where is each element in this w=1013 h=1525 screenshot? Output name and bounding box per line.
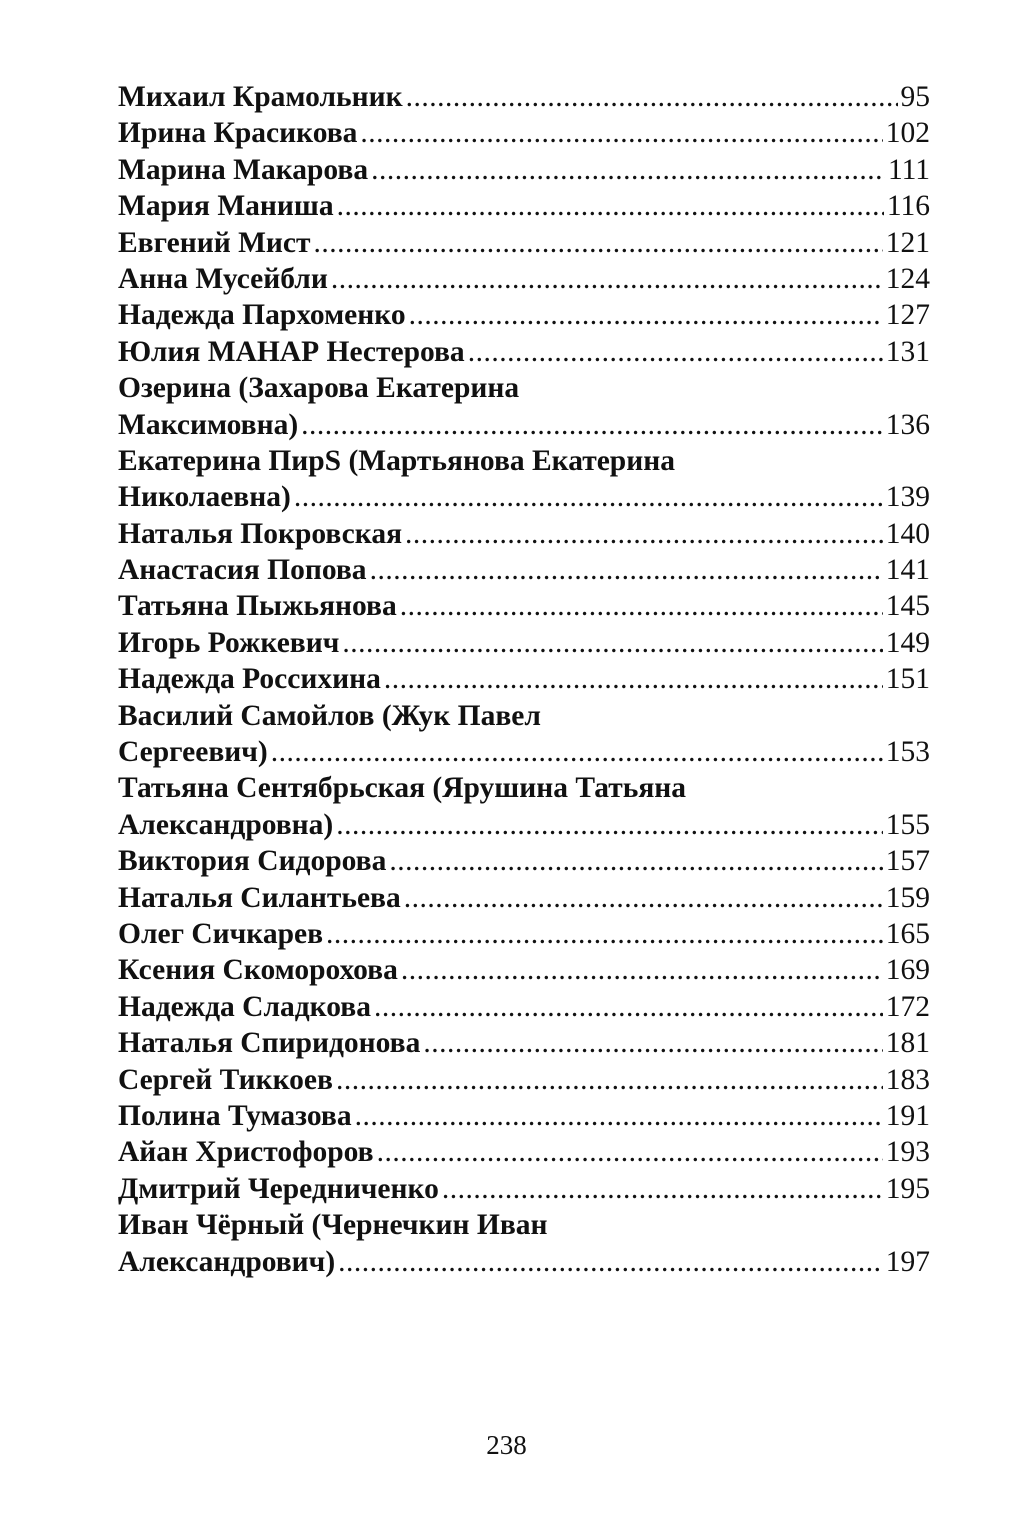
toc-entry	[118, 370, 930, 443]
toc-leader-dots	[355, 1098, 883, 1134]
toc-entry-name: Мария Маниша	[118, 190, 334, 223]
toc-entry-name: Юлия МАНАР Нестерова	[118, 335, 465, 368]
toc-entry	[118, 952, 930, 988]
toc-entry	[118, 188, 930, 224]
toc-leader-dots	[337, 188, 884, 224]
toc-leader-dots	[404, 880, 883, 916]
toc-entry	[118, 1207, 930, 1280]
toc-entry-name-line1: Екатерина ПирS (Мартьянова Екатерина	[118, 444, 675, 477]
toc-leader-dots	[314, 225, 883, 261]
toc-entry	[118, 1171, 930, 1207]
toc-entry-page: 124	[885, 262, 930, 295]
toc-entry-page: 145	[885, 590, 930, 623]
toc-entry-name: Айан Христофоров	[118, 1136, 374, 1169]
toc-entry	[118, 770, 930, 843]
toc-entry	[118, 79, 930, 115]
toc-leader-dots	[423, 1025, 882, 1061]
toc-entry-name: Виктория Сидорова	[118, 845, 387, 878]
toc-entry	[118, 1062, 930, 1098]
toc-entry-page: 159	[885, 881, 930, 914]
toc-entry	[118, 1134, 930, 1170]
toc-leader-dots	[409, 297, 883, 333]
toc-leader-dots	[342, 625, 882, 661]
toc-leader-dots	[468, 334, 883, 370]
toc-leader-dots	[326, 916, 883, 952]
toc-entry-name: Наталья Покровская	[118, 517, 403, 550]
table-of-contents	[118, 79, 930, 1280]
toc-entry	[118, 625, 930, 661]
toc-entry-name: Наталья Спиридонова	[118, 1027, 421, 1060]
toc-entry	[118, 989, 930, 1025]
toc-entry	[118, 843, 930, 879]
toc-entry-page: 149	[885, 626, 930, 659]
toc-entry-name: Наталья Силантьева	[118, 881, 401, 914]
toc-entry-page: 181	[885, 1027, 930, 1060]
toc-entry-page: 169	[885, 954, 930, 987]
toc-entry-name: Михаил Крамольник	[118, 81, 403, 113]
toc-entry-page: 157	[885, 845, 930, 878]
toc-entry-name: Ирина Красикова	[118, 117, 358, 150]
toc-entry-page: 195	[885, 1172, 930, 1205]
toc-leader-dots	[401, 952, 883, 988]
toc-entry-page: 172	[885, 990, 930, 1023]
toc-leader-dots	[338, 1244, 883, 1280]
toc-entry-page: 136	[885, 408, 930, 441]
toc-entry-page: 191	[885, 1099, 930, 1132]
toc-leader-dots	[374, 989, 883, 1025]
toc-entry-name: Александрович)	[118, 1245, 336, 1278]
toc-entry-name-line1: Василий Самойлов (Жук Павел	[118, 699, 541, 732]
toc-entry	[118, 225, 930, 261]
toc-entry-page: 153	[885, 736, 930, 769]
toc-entry-name: Надежда Пархоменко	[118, 299, 406, 332]
toc-leader-dots	[400, 588, 883, 624]
toc-entry	[118, 516, 930, 552]
toc-entry-name-line1: Татьяна Сентябрьская (Ярушина Татьяна	[118, 772, 687, 805]
page-number: 238	[486, 1430, 527, 1460]
toc-entry	[118, 552, 930, 588]
toc-entry-name: Полина Тумазова	[118, 1099, 352, 1132]
toc-entry-name: Татьяна Пыжьянова	[118, 590, 397, 623]
toc-entry	[118, 1025, 930, 1061]
toc-leader-dots	[384, 661, 883, 697]
toc-leader-dots	[301, 407, 883, 443]
toc-leader-dots	[442, 1171, 883, 1207]
toc-entry-name: Сергеевич)	[118, 736, 268, 769]
toc-entry-page: 165	[885, 917, 930, 950]
toc-entry	[118, 115, 930, 151]
toc-entry-name: Сергей Тиккоев	[118, 1063, 333, 1096]
toc-entry	[118, 1098, 930, 1134]
toc-entry	[118, 661, 930, 697]
toc-leader-dots	[406, 79, 898, 115]
toc-entry	[118, 698, 930, 771]
toc-leader-dots	[405, 516, 883, 552]
toc-entry-page: 193	[885, 1136, 930, 1169]
toc-entry	[118, 152, 930, 188]
toc-entry	[118, 334, 930, 370]
toc-entry-page: 95	[900, 81, 930, 113]
toc-entry	[118, 588, 930, 624]
toc-entry-name-line1: Озерина (Захарова Екатерина	[118, 372, 520, 405]
toc-entry	[118, 297, 930, 333]
toc-entry-page: 102	[885, 117, 930, 150]
toc-entry	[118, 880, 930, 916]
toc-entry-page: 140	[885, 517, 930, 550]
toc-leader-dots	[336, 807, 882, 843]
toc-entry-name: Анастасия Попова	[118, 554, 367, 587]
toc-leader-dots	[389, 843, 882, 879]
toc-leader-dots	[294, 479, 883, 515]
toc-entry-name: Марина Макарова	[118, 153, 369, 186]
toc-entry-name: Николаевна)	[118, 481, 291, 514]
toc-entry-name: Надежда Сладкова	[118, 990, 371, 1023]
toc-entry	[118, 443, 930, 516]
toc-entry-page: 127	[885, 299, 930, 332]
toc-entry-name: Александровна)	[118, 808, 334, 841]
toc-leader-dots	[377, 1134, 883, 1170]
toc-entry-page: 121	[885, 226, 930, 259]
toc-entry-name: Дмитрий Чередниченко	[118, 1172, 439, 1205]
toc-entry-page: 111	[887, 153, 930, 186]
toc-entry	[118, 916, 930, 952]
toc-entry-page: 116	[886, 190, 930, 223]
toc-leader-dots	[271, 734, 883, 770]
toc-entry-name: Евгений Мист	[118, 226, 311, 259]
toc-entry-name: Надежда Россихина	[118, 663, 381, 696]
toc-leader-dots	[360, 115, 882, 151]
toc-leader-dots	[331, 261, 883, 297]
toc-entry-name: Анна Мусейбли	[118, 262, 328, 295]
toc-entry-page: 183	[885, 1063, 930, 1096]
toc-entry-page: 151	[885, 663, 930, 696]
toc-entry-page: 155	[885, 808, 930, 841]
toc-entry-name: Ксения Скоморохова	[118, 954, 398, 987]
toc-entry-page: 141	[885, 554, 930, 587]
toc-leader-dots	[371, 152, 885, 188]
toc-entry-page: 139	[885, 481, 930, 514]
toc-leader-dots	[336, 1062, 883, 1098]
toc-entry-name: Максимовна)	[118, 408, 299, 441]
toc-entry	[118, 261, 930, 297]
toc-entry-name: Олег Сичкарев	[118, 917, 324, 950]
toc-entry-name: Игорь Рожкевич	[118, 626, 340, 659]
toc-entry-page: 197	[885, 1245, 930, 1278]
toc-entry-name-line1: Иван Чёрный (Чернечкин Иван	[118, 1209, 548, 1242]
toc-leader-dots	[370, 552, 883, 588]
toc-entry-page: 131	[885, 335, 930, 368]
